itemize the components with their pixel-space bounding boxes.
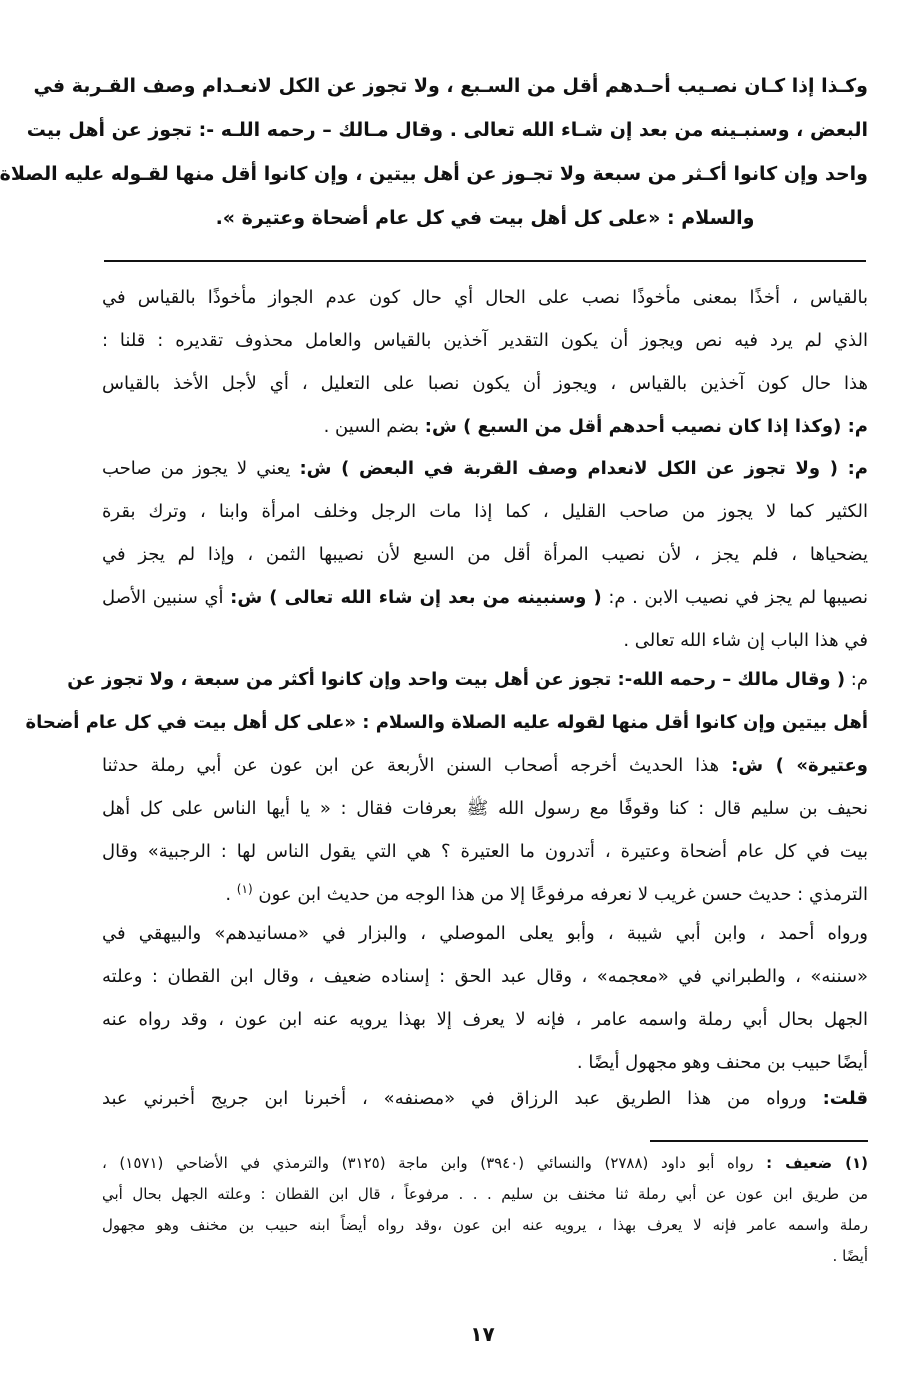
- matn-line: وكـذا إذا كـان نصـيب أحـدهم أقل من السـبع ، ولا تجوز عن الكل لانعـدام وصف القـربة في: [33, 75, 868, 97]
- commentary-line: «سننه» ، والطبراني في «معجمه» ، وقال عبد الحق : إسناده ضعيف ، وقال ابن القطان : وعلته: [102, 966, 868, 987]
- commentary-paragraph: [25, 658, 868, 916]
- commentary-paragraph: [102, 1077, 868, 1120]
- commentary-text: م:: [845, 669, 868, 690]
- matn-quote: أهل بيتين وإن كانوا أقل منها لقوله عليه الصلاة والسلام : «على كل أهل بيت في كل عام أضحاة: [25, 712, 868, 733]
- commentary-line: نحيف بن سليم قال : كنا وقوفًا مع رسول الله ﷺ بعرفات فقال : « يا أيها الناس على كل أهل: [102, 798, 868, 819]
- separator-rule: [104, 260, 866, 262]
- commentary-line: [102, 405, 868, 448]
- commentary-line: [102, 744, 868, 787]
- commentary-text: نصيبها لم يجز في نصيب الابن . م:: [601, 587, 868, 608]
- commentary-text: ورواه من هذا الطريق عبد الرزاق في «مصنفه» ، أخبرنا ابن جريج أخبرني عبد: [102, 1088, 823, 1109]
- footnote-separator: [650, 1140, 868, 1142]
- commentary-line: الجهل بحال أبي رملة واسمه عامر ، فإنه لا يعرف إلا بهذا يرويه عنه ابن عون ، وقد رواه عنه: [102, 1009, 868, 1030]
- commentary-line: أيضًا حبيب بن محنف وهو مجهول أيضًا .: [576, 1052, 868, 1073]
- commentary-line: ورواه أحمد ، وابن أبي شيبة ، وأبو يعلى الموصلي ، والبزار في «مسانيدهم» والبيهقي في: [102, 923, 868, 944]
- commentary-paragraph: [102, 276, 868, 448]
- commentary-paragraph: [102, 447, 868, 662]
- footnote-line: رملة واسمه عامر فإنه لا يعرف بهذا ، يرويه عنه ابن عون ،وقد رواه أيضاً ابنه حبيب بن مخنف وهو مجهول: [102, 1216, 868, 1234]
- commentary-text: أي سنبين الأصل: [102, 587, 231, 608]
- commentary-line: الذي لم يرد فيه نص ويجوز أن يكون التقدير آخذين بالقياس والعامل محذوف تقديره : قلنا :: [102, 330, 868, 351]
- commentary-line: الترمذي : حديث حسن غريب لا نعرفه مرفوعًا إلا من هذا الوجه من حديث ابن عون $^{(١)}$ .: [225, 882, 868, 905]
- commentary-line: [102, 1077, 868, 1120]
- commentary-paragraph: [102, 912, 868, 1084]
- footnote-reference[interactable]: (١): [236, 882, 253, 896]
- matn-line: البعض ، وسنبـينه من بعد إن شـاء الله تعالى . وقال مـالك – رحمه اللـه -: تجوز عن أهل بيت: [26, 119, 868, 141]
- commentary-text: هذا الحديث أخرجه أصحاب السنن الأربعة عن ابن عون عن أبي رملة حدثنا: [102, 755, 732, 776]
- commentary-line: [67, 658, 868, 701]
- commentary-text: بضم السين .: [323, 416, 425, 437]
- matn-quote: ( وسنبينه من بعد إن شاء الله تعالى ) ش:: [230, 587, 602, 608]
- footnote-grade: (١) ضعيف :: [766, 1154, 868, 1172]
- footnote-line: [102, 1148, 868, 1179]
- commentary-line: هذا حال كون آخذين بالقياس ، ويجوز أن يكون نصبا على التعليل ، أي لأجل الأخذ بالقياس: [102, 373, 868, 394]
- commentary-line: بيت في كل عام أضحاة وعتيرة ، أتدرون ما العتيرة ؟ هي التي يقول الناس لها : الرجبية» وقال: [102, 841, 868, 862]
- commentary-line: [102, 447, 868, 490]
- footnote: [102, 1148, 868, 1272]
- commentary-text: الترمذي : حديث حسن غريب لا نعرفه مرفوعًا إلا من هذا الوجه من حديث ابن عون: [258, 884, 868, 905]
- commentary-line: بالقياس ، أخذًا بمعنى مأخوذًا نصب على الحال أي حال كون عدم الجواز مأخوذًا بالقياس في: [102, 287, 868, 308]
- matn-quote: م: (وكذا إذا كان نصيب أحدهم أقل من السبع ) ش:: [424, 416, 868, 437]
- commentary-line: [25, 701, 868, 744]
- commentary-line: في هذا الباب إن شاء الله تعالى .: [623, 630, 868, 651]
- matn-quote: ( وقال مالك – رحمه الله-: تجوز عن أهل بيت واحد وإن كانوا أكثر من سبعة ، ولا تجوز عن: [67, 669, 846, 690]
- footnote-line: أيضًا .: [832, 1247, 868, 1265]
- page-number: ١٧: [470, 1322, 495, 1346]
- commentary-text: يعني لا يجوز من صاحب: [102, 458, 300, 479]
- matn-quote: م: ( ولا تجوز عن الكل لانعدام وصف القربة في البعض ) ش:: [299, 458, 868, 479]
- commentary-line: الكثير كما لا يجوز من صاحب القليل ، كما إذا مات الرجل وخلف امرأة وابنا ، وترك بقرة: [102, 501, 868, 522]
- matn-line: واحد وإن كانوا أكـثر من سبعة ولا تجـوز عن أهل بيتين ، وإن كانوا أقل منها لقـوله عليه الصلاة: [0, 163, 868, 185]
- matn-paragraph: [0, 64, 868, 240]
- commentary-line: [102, 576, 868, 619]
- footnote-text: رواه أبو داود (٢٧٨٨) والنسائي (٣٩٤٠) وابن ماجة (٣١٢٥) والترمذي في الأضاحي (١٥٧١) ،: [102, 1154, 767, 1172]
- matn-line: والسلام : «على كل أهل بيت في كل عام أضحاة وعتيرة ».: [215, 207, 755, 229]
- footnote-line: من طريق ابن عون عن أبي رملة ثنا مخنف بن سليم . . . مرفوعاً ، قال ابن القطان : وعلته الجهل بحال أبي: [102, 1185, 868, 1203]
- commentary-line: يضحياها ، فلم يجز ، لأن نصيب المرأة أقل من السبع لأن نصيبها الثمن ، وإذا لم يجز في: [102, 544, 868, 565]
- matn-quote: وعتيرة» ) ش:: [731, 755, 868, 776]
- qultu-marker: قلت:: [822, 1088, 868, 1109]
